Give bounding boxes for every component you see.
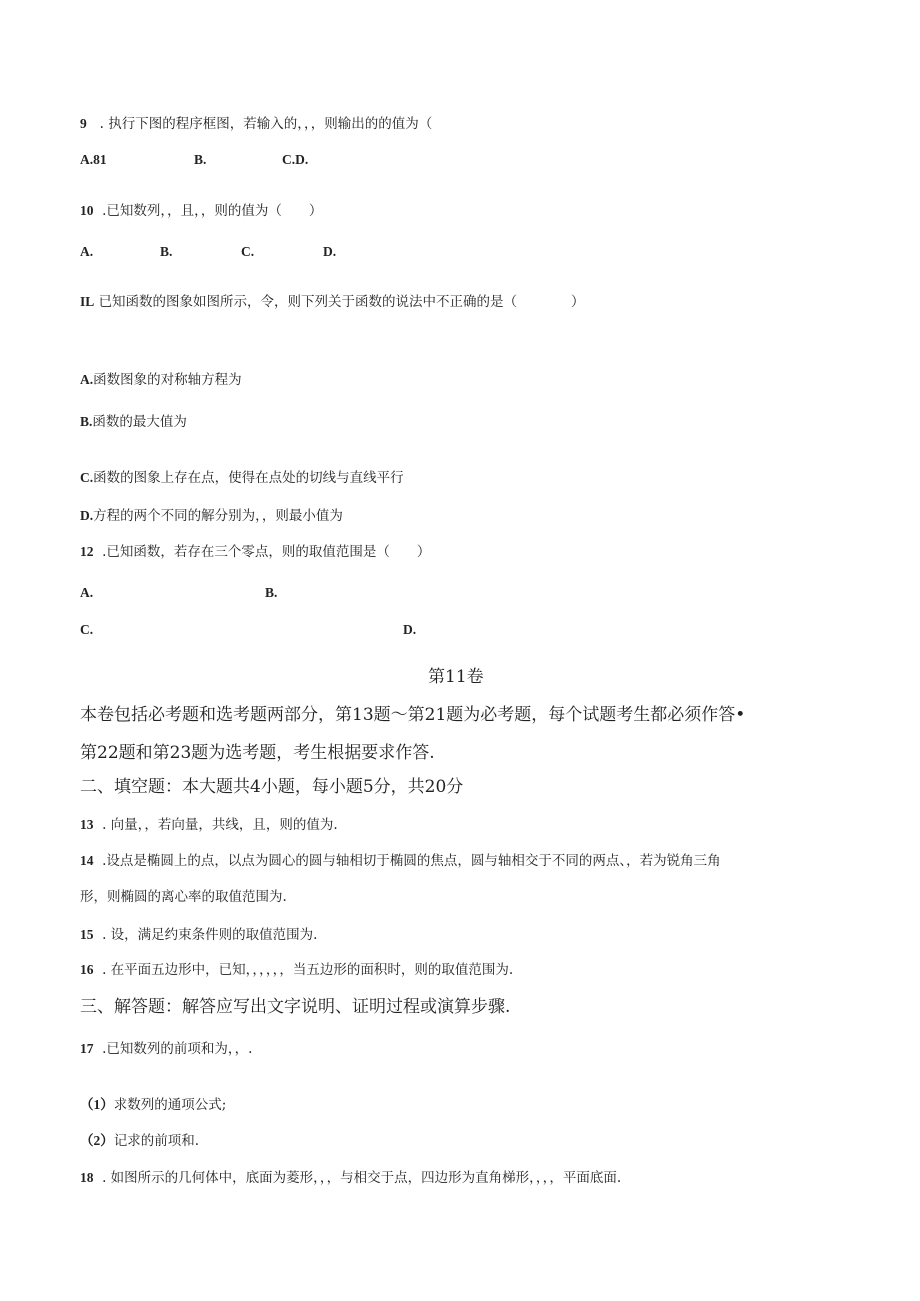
q16-stem (80, 960, 513, 980)
q12-option-b: B. (265, 585, 278, 600)
q16-text: . 在平面五边形中，已知，，，，，，当五边形的面积时，则的取值范围为. (102, 962, 514, 978)
q17-part-1-label: （1） (80, 1097, 114, 1112)
q13-stem (80, 815, 338, 835)
q9-option-a: A.81 (80, 152, 107, 167)
q10-number: 10 (80, 203, 94, 218)
q14-text: .设点是椭圆上的点，以点为圆心的圆与轴相切于椭圆的焦点，圆与轴相交于不同的两点、，若为锐角三角 (102, 853, 721, 869)
q17-part-1 (80, 1095, 226, 1115)
q11-option-a (80, 370, 242, 390)
q13-text: . 向量，，若向量，共线，且，则的值为. (102, 817, 338, 833)
fill-in-header: 二、填空题：本大题共4小题，每小题5分，共20分 (80, 777, 464, 797)
q17-part-2-text: 记求的前项和. (113, 1133, 200, 1149)
q16-number: 16 (80, 962, 94, 977)
q14-stem-continued: 形，则椭圆的离心率的取值范围为. (80, 889, 287, 905)
q17-part-2 (80, 1131, 199, 1151)
q17-part-1-text: 求数列的通项公式; (113, 1097, 227, 1113)
q9-option-cd: C.D. (282, 152, 309, 167)
q9-number: 9 (80, 116, 87, 131)
q14-number: 14 (80, 853, 94, 868)
q11-text: 已知函数的图象如图所示，令，则下列关于函数的说法中不正确的是（ ） (98, 294, 585, 310)
q9-text: . 执行下图的程序框图，若输入的，，，则输出的的值为（ (99, 116, 433, 132)
q12-option-c: C. (80, 622, 94, 637)
q11-option-c (80, 468, 404, 488)
q11-option-c-text: 函数的图象上存在点，使得在点处的切线与直线平行 (93, 470, 404, 486)
q11-option-c-label: C. (80, 470, 94, 485)
q9-stem (80, 114, 432, 134)
q12-option-d: D. (403, 622, 417, 637)
q10-stem (80, 201, 322, 221)
section-intro-line1: 本卷包括必考题和选考题两部分，第13题～第21题为必考题，每个试题考生都必须作答• (80, 705, 746, 725)
q10-option-c: C. (241, 244, 255, 259)
q17-number: 17 (80, 1041, 94, 1056)
q15-number: 15 (80, 927, 94, 942)
solve-header: 三、解答题：解答应写出文字说明、证明过程或演算步骤. (80, 997, 511, 1017)
q10-option-d: D. (323, 244, 337, 259)
q18-stem (80, 1168, 621, 1188)
q12-number: 12 (80, 544, 94, 559)
q18-text: . 如图所示的几何体中，底面为菱形，，，与相交于点，四边形为直角梯形，，，，平面底面. (102, 1170, 622, 1186)
q10-option-a: A. (80, 244, 94, 259)
q11-option-b-text: 函数的最大值为 (92, 414, 187, 430)
q11-stem (80, 292, 585, 312)
q9-option-b: B. (194, 152, 207, 167)
q17-text: .已知数列的前项和为，，. (102, 1041, 253, 1057)
q15-text: . 设，满足约束条件则的取值范围为. (102, 927, 318, 943)
q12-text: .已知函数，若存在三个零点，则的取值范围是（ ） (102, 544, 431, 560)
section-title: 第11卷 (428, 667, 484, 687)
q11-option-a-text: 函数图象的对称轴方程为 (93, 372, 242, 388)
q18-number: 18 (80, 1170, 94, 1185)
q11-number: IL (80, 294, 95, 309)
q11-option-d (80, 506, 343, 526)
section-intro-line2: 第22题和第23题为选考题，考生根据要求作答. (80, 743, 435, 763)
q11-option-d-text: 方程的两个不同的解分别为，，则最小值为 (93, 508, 343, 524)
q12-option-a: A. (80, 585, 94, 600)
q13-number: 13 (80, 817, 94, 832)
q12-stem (80, 542, 430, 562)
q11-option-b-label: B. (80, 414, 93, 429)
q10-text: .已知数列，，且，，则的值为（ ） (102, 203, 323, 219)
q17-part-2-label: （2） (80, 1133, 114, 1148)
q17-stem (80, 1039, 252, 1059)
q11-option-b (80, 412, 187, 432)
q11-option-d-label: D. (80, 508, 94, 523)
q11-option-a-label: A. (80, 372, 94, 387)
q14-stem (80, 851, 721, 871)
q15-stem (80, 925, 317, 945)
q10-option-b: B. (160, 244, 173, 259)
